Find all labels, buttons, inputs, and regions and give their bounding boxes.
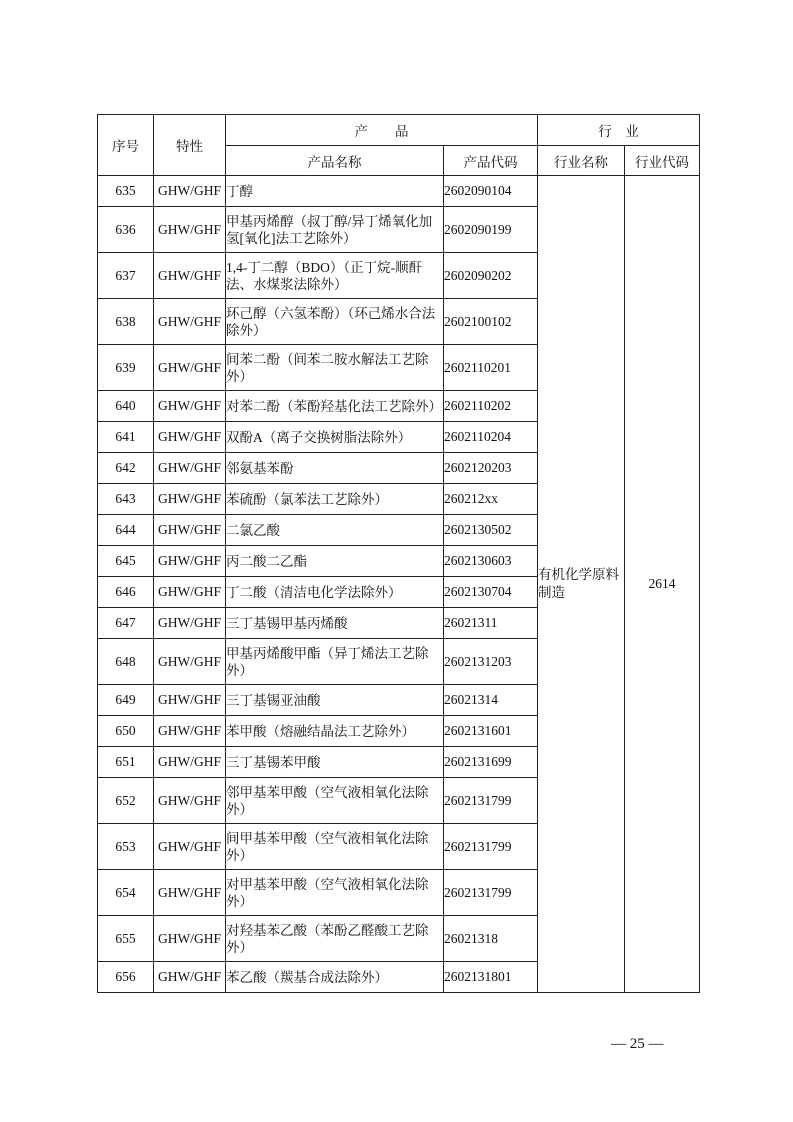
row-property: GHW/GHF (154, 515, 226, 546)
row-index: 645 (98, 546, 154, 577)
row-product-code: 2602110202 (444, 391, 538, 422)
row-property: GHW/GHF (154, 577, 226, 608)
row-index: 637 (98, 253, 154, 299)
industry-code-cell: 2614 (625, 176, 700, 993)
row-product-code: 2602090104 (444, 176, 538, 207)
row-product-name: 三丁基锡苯甲酸 (226, 747, 444, 778)
header-product-group: 产 品 (226, 115, 538, 146)
row-property: GHW/GHF (154, 716, 226, 747)
row-product-name: 丁醇 (226, 176, 444, 207)
row-product-code: 26021318 (444, 916, 538, 962)
row-product-code: 2602131799 (444, 778, 538, 824)
row-property: GHW/GHF (154, 778, 226, 824)
row-product-code: 2602110201 (444, 345, 538, 391)
product-table (97, 114, 700, 993)
row-property: GHW/GHF (154, 962, 226, 993)
row-product-code: 2602131203 (444, 639, 538, 685)
row-product-code: 2602131699 (444, 747, 538, 778)
row-property: GHW/GHF (154, 207, 226, 253)
header-product-name: 产品名称 (226, 146, 444, 176)
row-index: 644 (98, 515, 154, 546)
row-index: 650 (98, 716, 154, 747)
row-index: 636 (98, 207, 154, 253)
row-index: 638 (98, 299, 154, 345)
row-index: 635 (98, 176, 154, 207)
table-row (98, 176, 700, 207)
row-product-code: 2602131799 (444, 824, 538, 870)
row-index: 653 (98, 824, 154, 870)
row-product-name: 丁二酸（清洁电化学法除外） (226, 577, 444, 608)
header-industry-code: 行业代码 (625, 146, 700, 176)
row-index: 643 (98, 484, 154, 515)
row-property: GHW/GHF (154, 916, 226, 962)
row-product-name: 环己醇（六氢苯酚）（环己烯水合法除外） (226, 299, 444, 345)
row-index: 654 (98, 870, 154, 916)
row-property: GHW/GHF (154, 608, 226, 639)
row-index: 656 (98, 962, 154, 993)
row-product-name: 邻甲基苯甲酸（空气液相氧化法除外） (226, 778, 444, 824)
row-product-name: 甲基丙烯醇（叔丁醇/异丁烯氧化加氢[氧化]法工艺除外） (226, 207, 444, 253)
row-index: 642 (98, 453, 154, 484)
row-property: GHW/GHF (154, 747, 226, 778)
row-property: GHW/GHF (154, 422, 226, 453)
header-product-code: 产品代码 (444, 146, 538, 176)
row-index: 652 (98, 778, 154, 824)
page-number: — 25 — (611, 1036, 664, 1052)
row-product-code: 2602131601 (444, 716, 538, 747)
row-property: GHW/GHF (154, 546, 226, 577)
row-index: 649 (98, 685, 154, 716)
row-product-code: 26021314 (444, 685, 538, 716)
row-product-name: 苯乙酸（羰基合成法除外） (226, 962, 444, 993)
row-property: GHW/GHF (154, 685, 226, 716)
row-property: GHW/GHF (154, 824, 226, 870)
row-product-name: 苯硫酚（氯苯法工艺除外） (226, 484, 444, 515)
row-product-code: 2602120203 (444, 453, 538, 484)
row-product-code: 26021311 (444, 608, 538, 639)
row-index: 655 (98, 916, 154, 962)
row-product-code: 2602090199 (444, 207, 538, 253)
row-product-code: 2602130603 (444, 546, 538, 577)
row-index: 647 (98, 608, 154, 639)
header-index: 序号 (98, 115, 154, 176)
row-index: 648 (98, 639, 154, 685)
row-product-code: 2602100102 (444, 299, 538, 345)
row-property: GHW/GHF (154, 484, 226, 515)
row-product-code: 2602110204 (444, 422, 538, 453)
row-index: 640 (98, 391, 154, 422)
header-industry-group: 行 业 (538, 115, 700, 146)
row-product-name: 苯甲酸（熔融结晶法工艺除外） (226, 716, 444, 747)
row-property: GHW/GHF (154, 299, 226, 345)
row-property: GHW/GHF (154, 870, 226, 916)
row-product-name: 1,4-丁二醇（BDO）（正丁烷-顺酐法、水煤浆法除外） (226, 253, 444, 299)
table-body (98, 176, 700, 993)
row-product-code: 2602131799 (444, 870, 538, 916)
industry-name-cell: 有机化学原料制造 (538, 176, 625, 993)
row-product-name: 间甲基苯甲酸（空气液相氧化法除外） (226, 824, 444, 870)
row-product-name: 三丁基锡甲基丙烯酸 (226, 608, 444, 639)
row-product-name: 对甲基苯甲酸（空气液相氧化法除外） (226, 870, 444, 916)
row-product-code: 2602130502 (444, 515, 538, 546)
row-property: GHW/GHF (154, 176, 226, 207)
row-property: GHW/GHF (154, 345, 226, 391)
row-product-code: 2602131801 (444, 962, 538, 993)
row-index: 641 (98, 422, 154, 453)
row-product-name: 对羟基苯乙酸（苯酚乙醛酸工艺除外） (226, 916, 444, 962)
row-product-name: 丙二酸二乙酯 (226, 546, 444, 577)
row-property: GHW/GHF (154, 639, 226, 685)
row-property: GHW/GHF (154, 453, 226, 484)
row-index: 639 (98, 345, 154, 391)
row-product-name: 二氯乙酸 (226, 515, 444, 546)
row-product-code: 260212xx (444, 484, 538, 515)
row-property: GHW/GHF (154, 391, 226, 422)
row-product-name: 邻氨基苯酚 (226, 453, 444, 484)
row-product-code: 2602090202 (444, 253, 538, 299)
row-property: GHW/GHF (154, 253, 226, 299)
row-product-name: 双酚A（离子交换树脂法除外） (226, 422, 444, 453)
row-product-name: 三丁基锡亚油酸 (226, 685, 444, 716)
row-product-name: 甲基丙烯酸甲酯（异丁烯法工艺除外） (226, 639, 444, 685)
row-index: 651 (98, 747, 154, 778)
row-product-name: 间苯二酚（间苯二胺水解法工艺除外） (226, 345, 444, 391)
row-product-name: 对苯二酚（苯酚羟基化法工艺除外） (226, 391, 444, 422)
header-property: 特性 (154, 115, 226, 176)
row-index: 646 (98, 577, 154, 608)
row-product-code: 2602130704 (444, 577, 538, 608)
header-industry-name: 行业名称 (538, 146, 625, 176)
